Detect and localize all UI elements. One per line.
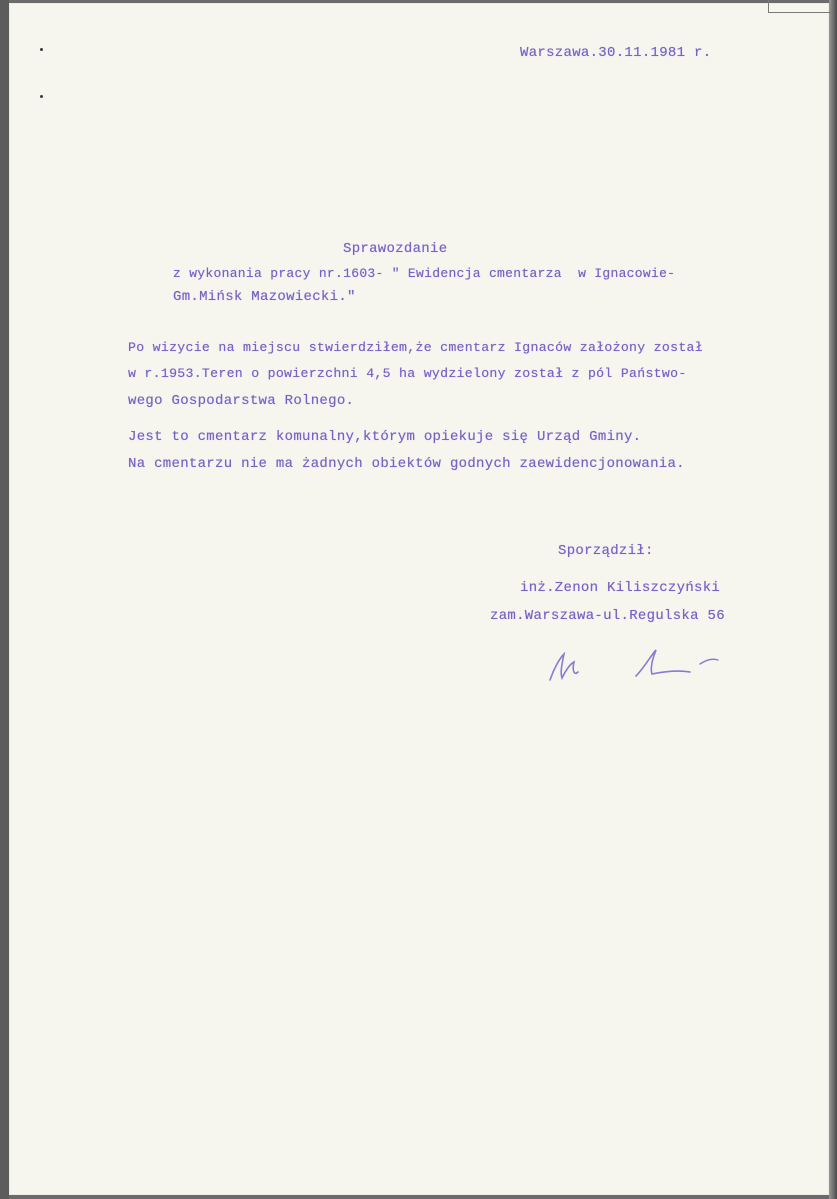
subject-line-1: z wykonania pracy nr.1603- " Ewidencja cmentarza w Ignacowie-: [173, 266, 676, 281]
signoff-label: Sporządził:: [558, 543, 654, 559]
subject-line-2: Gm.Mińsk Mazowiecki.": [173, 289, 356, 305]
body-line: Jest to cmentarz komunalny,którym opiekuje się Urząd Gminy.: [128, 429, 642, 445]
body-line: Po wizycie na miejscu stwierdziłem,że cmentarz Ignaców założony został: [128, 340, 703, 355]
scan-left-border: [0, 0, 9, 1199]
scan-corner-mark: [768, 0, 831, 13]
date-line: Warszawa.30.11.1981 r.: [520, 45, 712, 61]
document-sheet: [9, 3, 829, 1195]
report-heading: Sprawozdanie: [343, 241, 448, 257]
body-line: wego Gospodarstwa Rolnego.: [128, 393, 355, 409]
signoff-name: inż.Zenon Kiliszczyński: [520, 580, 721, 596]
body-line: w r.1953.Teren o powierzchni 4,5 ha wydzielony został z pól Państwo-: [128, 366, 687, 381]
signoff-address: zam.Warszawa-ul.Regulska 56: [490, 608, 725, 624]
scan-right-border: [829, 0, 837, 1199]
handwritten-signature: [540, 642, 740, 692]
punch-mark: [40, 48, 43, 51]
punch-mark: [40, 95, 43, 98]
body-line: Na cmentarzu nie ma żadnych obiektów godnych zaewidencjonowania.: [128, 456, 685, 472]
